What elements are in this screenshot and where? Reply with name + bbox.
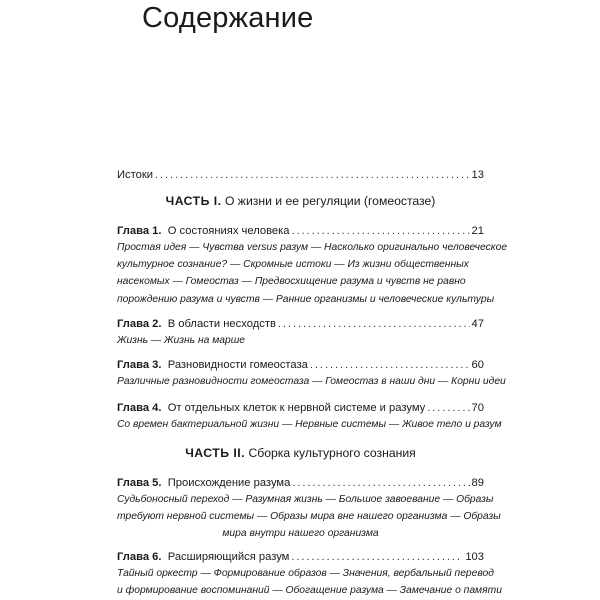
subtopic-line: мира внутри нашего организма [222, 528, 379, 540]
chapter-label: Глава 5. [117, 477, 162, 489]
dot-leader [292, 224, 470, 238]
subtopic-line: Жизнь — Жизнь на марше [117, 335, 245, 346]
toc-entry-chapter-1[interactable] [117, 224, 484, 238]
chapter-title: От отдельных клеток к нервной системе и разуму [167, 402, 426, 414]
chapter-title: Разновидности гомеостаза [167, 359, 308, 371]
toc-entry-chapter-4[interactable] [117, 401, 484, 415]
subtopic-line: Простая идея — Чувства versus разум — Насколько оригинально человеческое [117, 242, 508, 253]
chapter-5-subtopics [117, 491, 501, 543]
part-title: Сборка культурного сознания [248, 446, 416, 460]
chapter-label: Глава 6. [117, 551, 162, 563]
chapter-label: Глава 1. [117, 225, 162, 237]
subtopic-line: порождению разума и чувств — Ранние организмы и человеческие культуры [117, 293, 495, 305]
chapter-title: Происхождение разума [167, 477, 291, 489]
part-label: ЧАСТЬ II. [185, 446, 246, 460]
subtopic-line: Судьбоносный переход — Разумная жизнь — Большое завоевание — Образы [117, 494, 494, 505]
dot-leader [292, 476, 469, 490]
toc-entry-chapter-6[interactable] [117, 550, 484, 564]
chapter-2-subtopics [117, 332, 484, 349]
page-number: 89 [471, 477, 484, 489]
chapter-title: Расширяющийся разум [167, 551, 290, 563]
subtopic-line: Тайный оркестр — Формирование образов — Значения, вербальный перевод [117, 568, 494, 579]
entry-title: Истоки [117, 169, 153, 181]
chapter-heading [117, 317, 276, 331]
chapter-6-subtopics [117, 565, 502, 599]
dot-leader [278, 317, 470, 331]
dot-leader [310, 358, 470, 372]
subtopic-line: и формирование воспоминаний — Обогащение разума — Замечание о памяти [117, 585, 502, 597]
subtopic-line: требуют нервной системы — Образы мира вне нашего организма — Образы [117, 511, 501, 523]
chapter-3-subtopics [117, 373, 506, 390]
part-label: ЧАСТЬ I. [165, 194, 222, 208]
chapter-heading [117, 550, 289, 564]
subtopic-line: Различные разновидности гомеостаза — Гомеостаз в наши дни — Корни идеи [117, 376, 506, 387]
page-number: 21 [471, 225, 484, 237]
chapter-heading [117, 476, 290, 490]
chapter-label: Глава 3. [117, 359, 162, 371]
subtopic-line: насекомых — Гомеостаз — Предвосхищение разума и чувств не равно [117, 276, 466, 288]
chapter-title: В области несходств [167, 318, 276, 330]
chapter-4-subtopics [117, 416, 502, 433]
chapter-heading [117, 224, 290, 238]
chapter-heading [117, 358, 308, 372]
page-number: 60 [471, 359, 484, 371]
chapter-title: О состояниях человека [167, 225, 290, 237]
page-number: 47 [471, 318, 484, 330]
page-title: Содержание [142, 2, 314, 34]
toc-entry-istoki[interactable] [117, 168, 484, 182]
chapter-label: Глава 4. [117, 402, 162, 414]
toc-entry-chapter-5[interactable] [117, 476, 484, 490]
subtopic-line: культурное сознание? — Скромные истоки — Из жизни общественных [117, 259, 469, 271]
chapter-1-subtopics [117, 239, 508, 308]
chapter-label: Глава 2. [117, 318, 162, 330]
dot-leader [427, 401, 469, 415]
toc-entry-chapter-2[interactable] [117, 317, 484, 331]
page-number: 70 [471, 402, 484, 414]
part-heading-2 [117, 446, 484, 460]
subtopic-line: Со времен бактериальной жизни — Нервные системы — Живое тело и разум [117, 419, 502, 430]
chapter-heading [117, 401, 425, 415]
part-title: О жизни и ее регуляции (гомеостазе) [224, 194, 436, 208]
dot-leader [155, 168, 470, 182]
toc-entry-chapter-3[interactable] [117, 358, 484, 372]
page-number: 13 [471, 169, 484, 181]
part-heading-1 [117, 194, 484, 208]
page-number: 103 [465, 551, 484, 563]
dot-leader [291, 550, 463, 564]
